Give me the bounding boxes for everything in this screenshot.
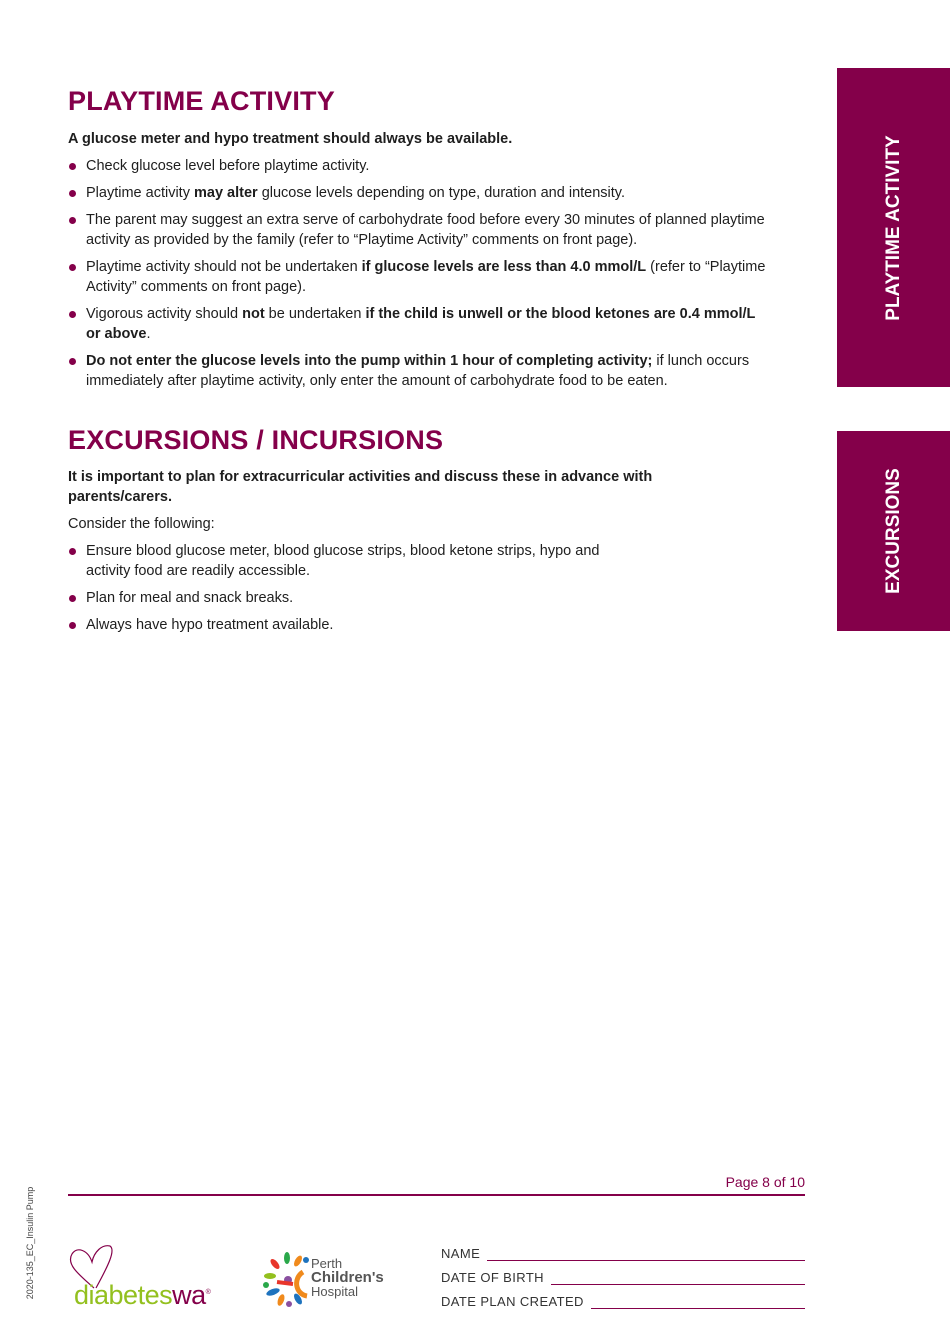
list-item <box>68 541 613 581</box>
playtime-lead: A glucose meter and hypo treatment should always be available. <box>68 131 513 147</box>
plan-created-field[interactable] <box>441 1294 805 1309</box>
plan-created-line[interactable] <box>591 1296 805 1309</box>
page-number: Page 8 of 10 <box>725 1174 805 1190</box>
tab-playtime-activity[interactable] <box>837 68 950 387</box>
pch-line-3: Hospital <box>311 1284 358 1299</box>
dob-field[interactable] <box>441 1270 805 1285</box>
dob-label: DATE OF BIRTH <box>441 1270 544 1285</box>
plan-created-label: DATE PLAN CREATED <box>441 1294 584 1309</box>
tab-label: EXCURSIONS <box>882 468 904 594</box>
pch-logo <box>263 1252 403 1308</box>
pch-sunburst-icon <box>263 1252 313 1308</box>
pch-line-1: Perth <box>311 1256 343 1271</box>
text: Always have hypo treatment available. <box>86 617 334 633</box>
diabeteswa-logo <box>66 1244 236 1310</box>
text: . <box>146 326 151 342</box>
pch-line-2: Children's <box>311 1269 384 1286</box>
text: be undertaken <box>264 306 366 322</box>
bold-text: may alter <box>193 185 258 201</box>
playtime-title: PLAYTIME ACTIVITY <box>68 86 335 116</box>
text: Vigorous activity should <box>86 306 243 322</box>
bold-text: Do not enter the glucose levels into the pump within 1 hour of completing activity; <box>86 353 653 369</box>
excursions-intro: Consider the following: <box>68 516 215 532</box>
footer-divider <box>68 1194 805 1196</box>
text: glucose levels depending on type, duration and intensity. <box>257 185 625 201</box>
name-label: NAME <box>441 1246 481 1261</box>
list-item <box>68 156 768 176</box>
text: The parent may suggest an extra serve of carbohydrate food before every 30 minutes of planned playtime activity as provided by the family (refer to “Playtime Activity” comments on front page). <box>86 212 765 248</box>
list-item <box>68 304 768 344</box>
diabeteswa-wordmark: diabeteswa® <box>74 1280 211 1310</box>
excursions-lead: It is important to plan for extracurricular activities and discuss these in advance with parents/carers. <box>68 469 653 505</box>
text: if lunch occurs immediately after playtime activity, only enter the amount of carbohydrate food to be eaten. <box>86 353 750 389</box>
bold-text: if glucose levels are less than 4.0 mmol/L <box>361 259 647 275</box>
list-item <box>68 588 613 608</box>
text: Playtime activity <box>86 185 194 201</box>
tab-excursions[interactable] <box>837 431 950 631</box>
bold-text: if the child is unwell or the blood ketones are 0.4 mmol/L or above <box>86 306 756 342</box>
text: Plan for meal and snack breaks. <box>86 590 294 606</box>
playtime-list <box>68 156 768 398</box>
list-item <box>68 351 768 391</box>
list-item <box>68 257 768 297</box>
text: Ensure blood glucose meter, blood glucose strips, blood ketone strips, hypo and activity food are readily accessible. <box>86 543 600 579</box>
text: Check glucose level before playtime activity. <box>86 158 370 174</box>
excursions-title: EXCURSIONS / INCURSIONS <box>68 425 444 455</box>
name-field[interactable] <box>441 1246 805 1261</box>
document-code: 2020-135_EC_Insulin Pump <box>25 1186 35 1300</box>
text: Playtime activity should not be undertaken <box>86 259 362 275</box>
excursions-list <box>68 541 613 642</box>
name-line[interactable] <box>487 1248 805 1261</box>
list-item <box>68 183 768 203</box>
tab-label: PLAYTIME ACTIVITY <box>882 134 904 321</box>
list-item <box>68 615 613 635</box>
bold-text: not <box>242 306 265 322</box>
dob-line[interactable] <box>551 1272 805 1285</box>
text: (refer to “Playtime Activity” comments on front page). <box>86 259 766 295</box>
list-item <box>68 210 768 250</box>
